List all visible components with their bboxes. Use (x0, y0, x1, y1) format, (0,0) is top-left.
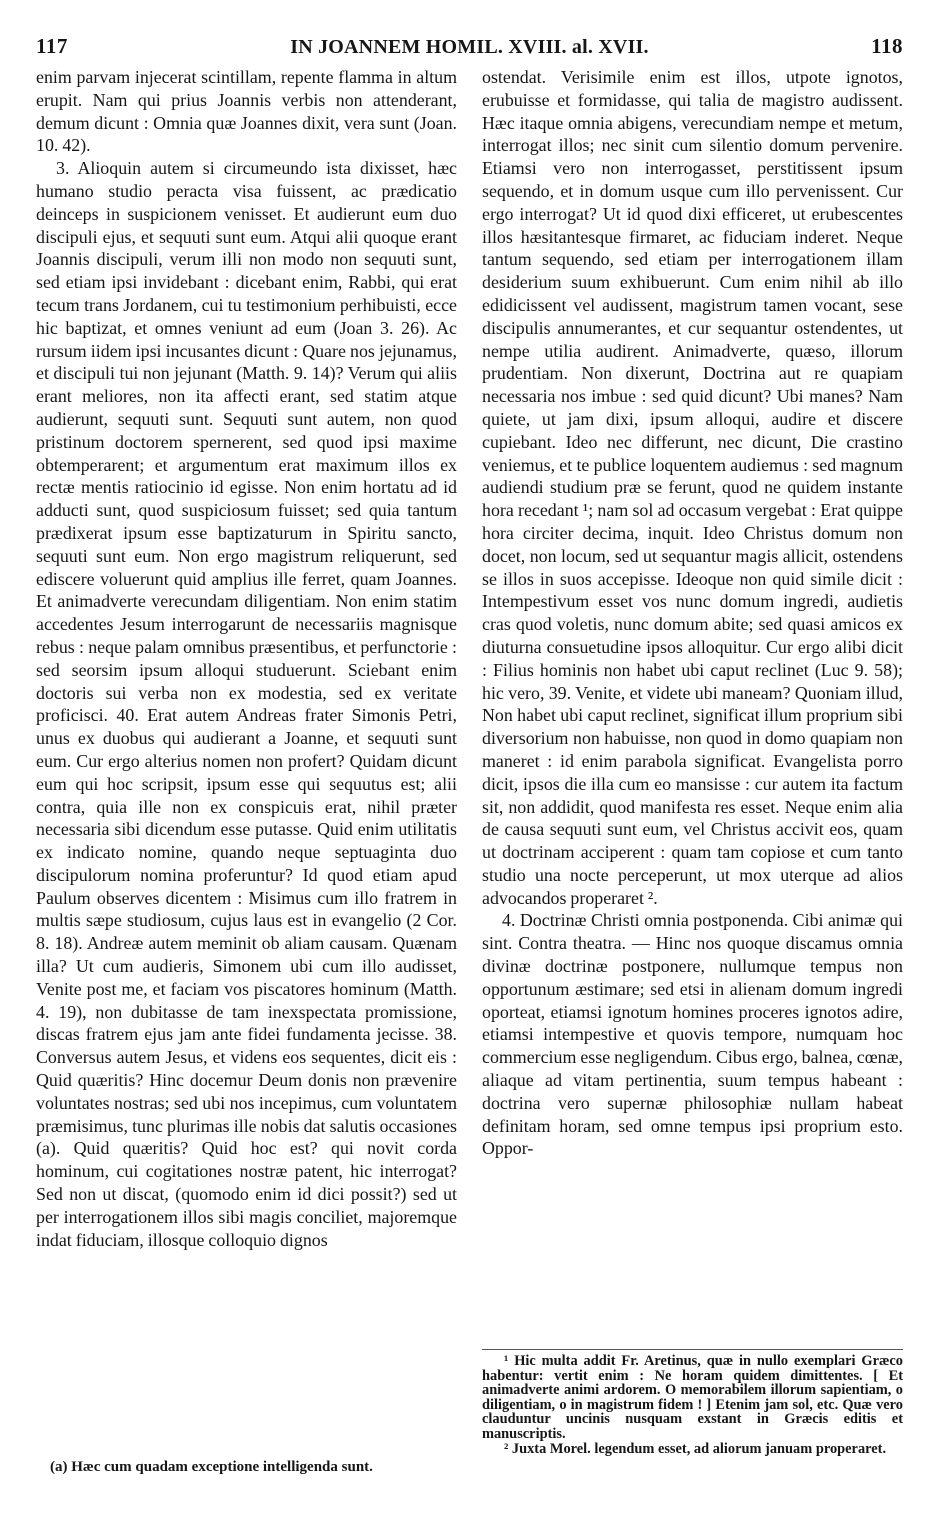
left-page-number: 117 (36, 34, 68, 58)
left-footnote: (a) Hæc cum quadam exceptione intelligenda sunt. (50, 1459, 373, 1475)
left-column (36, 66, 457, 1251)
left-paragraph-1: enim parvam injecerat scintillam, repente flamma in altum erupit. Nam qui prius Joannis verbis non attenderant, demum dicunt : Omnia quæ Joannes dixit, vera sunt (Joan. 10. 42). (36, 67, 457, 156)
footnote-1: ¹ Hic multa addit Fr. Aretinus, quæ in nullo exemplari Græco habentur: vertit enim : Ne horam quidem dimittentes. [ Et animadverte animi ardorem. O memorabilem illorum sapientiam, o diligentiam, o in magistrum fidem ! ] Etenim jam sol, etc. Quæ vero clauduntur uncinis nusquam exstant in Græcis editis et manuscriptis. (482, 1353, 903, 1442)
right-page-number: 118 (871, 34, 903, 58)
left-paragraph-2: 3. Alioquin autem si circumeundo ista dixisset, hæc humano studio peracta visa fuissent, ac prædicatio deinceps in suspicionem venisset. Et audierunt eum duo discipuli ejus, et sequuti sunt eum. Atqui alii quoque erant Joannis discipuli, verum illi non modo non sequuti sunt, sed etiam ipsi invidebant : dicebant enim, Rabbi, qui erat tecum trans Jordanem, cui tu testimonium perhibuisti, ecce hic baptizat, et omnes veniunt ad eum (Joan 3. 26). Ac rursum iidem ipsi incusantes dicunt : Quare nos jejunamus, et discipuli tui non jejunant (Matth. 9. 14)? Verum qui aliis erant meliores, non ita affecti erant, sed statim atque audierunt, sequuti sunt. Sequuti sunt autem, non quod pristinum doctorem spernerent, sed quod ipsi maxime obtemperarent; et argumentum erat maximum illos ex rectæ mentis ratiocinio id egisse. Non enim hortatu ad id adducti sunt, quod suspiciosum fuisset; sed quia tantum prædixerat ipsum esse baptizaturum in Spiritu sancto, sequuti sunt eum. Non ergo magistrum reliquerunt, sed ediscere voluerunt quid amplius ille ferret, quam Joannes. Et animadverte verecundam diligentiam. Non enim statim accedentes Jesum interrogarunt de necessariis magnisque rebus : neque palam omnibus præsentibus, et perfunctorie : sed seorsim ipsum alloqui studuerunt. Sciebant enim doctoris sui verba non ex modestia, sed ex veritate proficisci. 40. Erat autem Andreas frater Simonis Petri, unus ex duobus qui audierant a Joanne, et sequuti sunt eum. Cur ergo alterius nomen non profert? Quidam dicunt eum qui hoc scripsit, ipsum esse qui sequutus est; alii contra, quia ille non ex conspicuis erat, nihil præter necessaria sibi dicendum esse putasse. Quid enim utilitatis ex indicato nomine, quando neque septuaginta duo discipulorum nomina proferuntur? Id quod etiam apud Paulum observes dicentem : Misimus cum illo fratrem in multis sæpe studiosum, cujus laus est in evangelio (2 Cor. 8. 18). Andreæ autem meminit ob aliam causam. Quænam illa? Ut cum audieris, Simonem ubi cum illo audisset, Venite post me, et faciam vos piscatores hominum (Matth. 4. 19), non dubitasse de tam inexspectata promissione, discas fratrem ejus jam ante fidei fundamenta jecisse. 38. Conversus autem Jesus, et videns eos sequentes, dicit eis : Quid quæritis? Hinc docemur Deum donis non prævenire voluntates nostras; sed ubi nos incepimus, cum voluntatem præmisimus, tunc plurimas ille nobis dat salutis occasiones (a). Quid quæritis? Quid hoc est? qui novit corda hominum, cui cogitationes nostræ patent, hic interrogat? Sed non ut discat, (quomodo enim id dici possit?) sed ut per interrogationem illos sibi magis conciliet, majoremque indat fiduciam, illosque colloquio dignos (36, 158, 457, 1250)
right-paragraph-2: 4. Doctrinæ Christi omnia postponenda. Cibi animæ qui sint. Contra theatra. — Hinc nos quoque discamus omnia divinæ doctrinæ postponere, nullumque tempus non opportunum æstimare; sed etsi in alienam domum ingredi oporteat, etiamsi ignotum homines proceres ignotos adire, etiamsi intempestive et quovis tempore, numquam hoc commercium esse negligendum. Cibus ergo, balnea, cœnæ, aliaque ad vitam pertinentia, suum tempus habeant : doctrina vero supernæ philosophiæ nullam habeat definitam horam, sed omne tempus ipsi proprium esto. Oppor- (482, 910, 903, 1159)
right-paragraph-1: ostendat. Verisimile enim est illos, utpote ignotos, erubuisse et formidasse, qui talia de magistro audissent. Hæc itaque omnia abigens, verecundiam nempe et metum, interrogat illos; nec sinit cum silentio domum pervenire. Etiamsi vero non interrogasset, perstitissent ipsum sequendo, et in domum usque cum illo pervenissent. Cur ergo interrogat? Ut id quod dixi efficeret, ut erubescentes illos hæsitantesque firmaret, ac fiduciam inderet. Neque tantum sequendo, sed etiam per interrogationem illam desiderium suum exhibuerunt. Cum enim nihil ab illo edidicissent vel audissent, magistrum tamen vocant, sese discipulis annumerantes, et cur sequantur ostendentes, ut nempe utilia audirent. Animadverte, quæso, illorum prudentiam. Non dixerunt, Doctrina aut re quapiam necessaria nos imbue : sed quid dicunt? Ubi manes? Nam quiete, ut jam dixi, ipsum alloqui, audire et discere cupiebant. Ideo nec differunt, nec dicunt, Die crastino veniemus, et te publice loquentem audiemus : sed magnum audiendi studium præ se ferunt, quod ne quidem instante hora recedant ¹; nam sol ad occasum vergebat : Erat quippe hora circiter decima, inquit. Ideo Christus domum non docet, non locum, sed ut sequantur magis allicit, ostendens se illos in suos accepisse. Ideoque non quid simile dicit : Intempestivum esset vos nunc domum ingredi, audietis cras quod voletis, nunc domum abite; sed quasi amicos ex diuturna consuetudine ipsos alloquitur. Cur ergo alibi dicit : Filius hominis non habet ubi caput reclinet (Luc 9. 58); hic vero, 39. Venite, et videte ubi maneam? Quoniam illud, Non habet ubi caput reclinet, significat illum proprium sibi diversorium non habuisse, non quod in domo quapiam non maneret : id enim parabola significat. Evangelista porro dicit, ipsos die illa cum eo mansisse : cur autem ita factum sit, non addidit, quod manifesta res esset. Neque enim alia de causa sequuti sunt eum, vel Christus accivit eos, quam ut doctrinam acciperent : quam tam copiose et cum tanto studio una nocte perceperunt, ut mox uterque ad alios advocandos properaret ². (482, 67, 903, 908)
footnotes (482, 1349, 903, 1456)
page-header (36, 34, 903, 60)
right-column (482, 66, 903, 1160)
footnote-2: ² Juxta Morel. legendum esset, ad aliorum januam properaret. (504, 1440, 887, 1457)
running-title: IN JOANNEM HOMIL. XVIII. al. XVII. (290, 36, 649, 58)
